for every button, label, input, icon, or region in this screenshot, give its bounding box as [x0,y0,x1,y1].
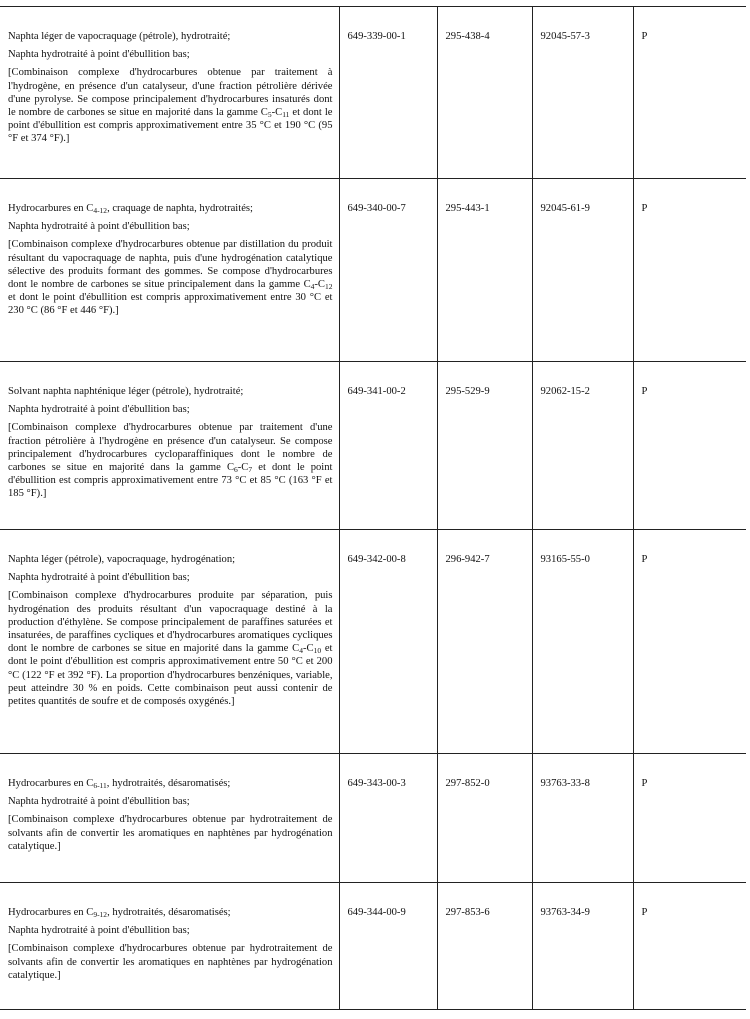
notes: P [633,7,746,179]
substance-subname: Naphta hydrotraité à point d'ébullition bas; [8,796,190,808]
table-row [0,754,746,883]
index-number: 649-343-00-3 [339,754,437,883]
substance-description: [Combinaison complexe d'hydrocarbures obtenue par traitement d'une fraction pétrolière à l'hydrogène en présence d'un catalyseur. Se compose principalement d'hydrocarbures cycloparaffiniques dont le nombre de carbones se situe en majorité dans la gamme $C_6-C_7$ et dont le point d'ébullition est compris approximativement entre 73 °C et 85 °C (163 °F et 185 °F).] [8,422,333,500]
table-row [0,530,746,754]
ec-number: 297-852-0 [437,754,532,883]
substance-cell [0,883,339,1010]
notes: P [633,362,746,530]
substance-cell [0,179,339,362]
substance-subname: Naphta hydrotraité à point d'ébullition bas; [8,925,190,937]
substance-subname: Naphta hydrotraité à point d'ébullition bas; [8,404,190,416]
notes: P [633,883,746,1010]
substance-name: Solvant naphta naphténique léger (pétrole), hydrotraité; [8,386,244,397]
index-number: 649-344-00-9 [339,883,437,1010]
substance-subname: Naphta hydrotraité à point d'ébullition bas; [8,221,190,233]
substance-subname: Naphta hydrotraité à point d'ébullition bas; [8,49,190,61]
substance-name: Hydrocarbures en $C_{6-11}$, hydrotraités, désaromatisés; [8,778,231,790]
index-number: 649-339-00-1 [339,7,437,179]
substance-name: Hydrocarbures en $C_{9-12}$, hydrotraités, désaromatisés; [8,907,231,919]
substance-description: [Combinaison complexe d'hydrocarbures produite par séparation, puis hydrogénation des produits résultant d'un vapocraquage destiné à la production d'éthylène. Se compose principalement de paraffines saturées et insaturées, de paraffines cycliques et d'hydrocarbures aromatiques cycliques dont le nombre de carbones se situe en majorité dans la gamme $C_4-C_{10}$ et dont le point d'ébullition est compris approximativement entre 50 °C et 200 °C (122 °F et 392 °F). La proportion d'hydrocarbures benzéniques, variable, peut atteindre 30 % en poids. Cette combinaison peut aussi contenir de petites quantités de soufre et de composés oxygénés.] [8,590,333,708]
ec-number: 297-853-6 [437,883,532,1010]
substance-description: [Combinaison complexe d'hydrocarbures obtenue par hydrotraitement de solvants afin de convertir les aromatiques en naphtènes par hydrogénation catalytique.] [8,943,333,981]
cas-number: 92062-15-2 [532,362,633,530]
index-number: 649-340-00-7 [339,179,437,362]
ec-number: 295-438-4 [437,7,532,179]
table-row [0,7,746,179]
index-number: 649-342-00-8 [339,530,437,754]
substance-description: [Combinaison complexe d'hydrocarbures obtenue par traitement à l'hydrogène, en présence d'un catalyseur, d'une fraction pétrolière dérivée d'une pyrolyse. Se compose principalement d'hydrocarbures insaturés dont le nombre de carbones se situe en majorité dans la gamme $C_5-C_{11}$ et dont le point d'ébullition est compris approximativement entre 35 °C et 190 °C (95 °F et 374 °F).] [8,67,333,145]
notes: P [633,179,746,362]
table-row [0,883,746,1010]
substances-table [0,6,746,1010]
notes: P [633,754,746,883]
substance-name: Naphta léger de vapocraquage (pétrole), hydrotraité; [8,31,231,42]
index-number: 649-341-00-2 [339,362,437,530]
ec-number: 296-942-7 [437,530,532,754]
cas-number: 92045-57-3 [532,7,633,179]
table-row [0,362,746,530]
ec-number: 295-443-1 [437,179,532,362]
substance-description: [Combinaison complexe d'hydrocarbures obtenue par hydrotraitement de solvants afin de convertir les aromatiques en naphtènes par hydrogénation catalytique.] [8,814,333,852]
substance-name: Naphta léger (pétrole), vapocraquage, hydrogénation; [8,554,236,565]
cas-number: 93763-33-8 [532,754,633,883]
substance-name: Hydrocarbures en $C_{4-12}$, craquage de naphta, hydrotraités; [8,203,253,215]
cas-number: 92045-61-9 [532,179,633,362]
substance-cell [0,530,339,754]
notes: P [633,530,746,754]
ec-number: 295-529-9 [437,362,532,530]
substance-subname: Naphta hydrotraité à point d'ébullition bas; [8,572,190,584]
cas-number: 93165-55-0 [532,530,633,754]
cas-number: 93763-34-9 [532,883,633,1010]
table-row [0,179,746,362]
substance-cell [0,7,339,179]
substance-cell [0,754,339,883]
substance-cell [0,362,339,530]
substance-description: [Combinaison complexe d'hydrocarbures obtenue par distillation du produit résultant du vapocraquage de naphta, puis d'une hydrogénation catalytique sélective des produits formant des gommes. Se compose d'hydrocarbures dont le nombre de carbones se situe principalement dans la gamme $C_4-C_{12}$ et dont le point d'ébullition est compris approximativement entre 30 °C et 230 °C (86 °F et 446 °F).] [8,239,333,317]
